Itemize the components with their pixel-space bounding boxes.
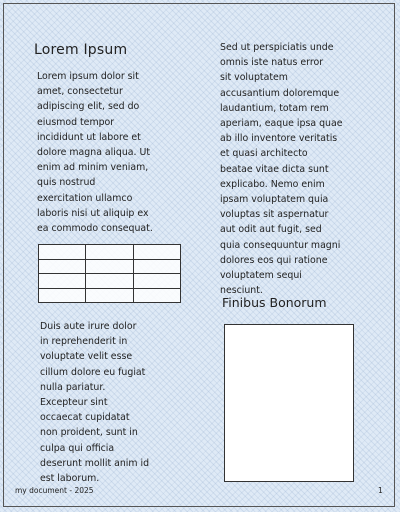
table-cell <box>39 245 86 260</box>
table-cell <box>133 274 180 289</box>
table-row <box>39 259 181 274</box>
footer-page-number: 1 <box>378 486 383 495</box>
left-paragraph-2: Duis aute irure dolor in reprehenderit in voluptate velit esse cillum dolore eu fugiat nulla pariatur. Excepteur sint occaecat cupidatat non proident, sunt in culpa qui officia deserunt mollit anim id est laborum. <box>40 321 150 485</box>
table-cell <box>39 288 86 303</box>
left-paragraph-1: Lorem ipsum dolor sit amet, consectetur adipiscing elit, sed do eiusmod tempor incididunt ut labore et dolore magna aliqua. Ut enim ad minim veniam, quis nostrud exercitation ullamco laboris nisi ut aliquip ex ea commodo consequat. <box>37 71 153 235</box>
main-title: Lorem Ipsum <box>34 42 128 58</box>
table-cell <box>133 288 180 303</box>
table-cell <box>86 274 133 289</box>
table-cell <box>86 245 133 260</box>
image-placeholder <box>224 324 354 482</box>
table-cell <box>133 259 180 274</box>
table-row <box>39 274 181 289</box>
table-cell <box>39 274 86 289</box>
table-cell <box>86 259 133 274</box>
footer-document-label: my document - 2025 <box>15 486 94 495</box>
table-row <box>39 288 181 303</box>
table-cell <box>86 288 133 303</box>
data-table <box>38 244 181 303</box>
table-cell <box>39 259 86 274</box>
table-row <box>39 245 181 260</box>
table-cell <box>133 245 180 260</box>
right-paragraph-1: Sed ut perspiciatis unde omnis iste natus error sit voluptatem accusantium doloremque laudantium, totam rem aperiam, eaque ipsa quae ab illo inventore veritatis et quasi architecto beatae vitae dicta sunt explicabo. Nemo enim ipsam voluptatem quia voluptas sit aspernatur aut odit aut fugit, sed quia consequuntur magni dolores eos qui ratione voluptatem sequi nesciunt. <box>220 42 343 297</box>
section-title: Finibus Bonorum <box>222 295 327 310</box>
